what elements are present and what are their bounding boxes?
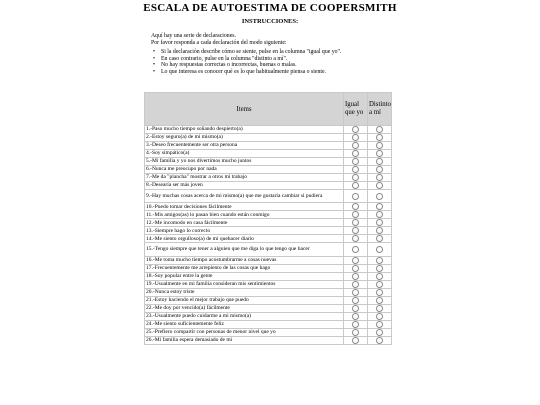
distinto-radio[interactable] [376,219,383,226]
distinto-cell [368,296,392,304]
distinto-radio[interactable] [376,211,383,218]
table-row [145,296,392,304]
table-header-row [145,93,392,126]
igual-radio[interactable] [352,166,359,173]
intro-line-1: Aquí hay una serie de declaraciones. [151,33,236,39]
distinto-radio[interactable] [376,289,383,296]
igual-cell [344,190,368,203]
distinto-cell [368,211,392,219]
distinto-cell [368,126,392,134]
distinto-radio[interactable] [376,265,383,272]
table-row [145,134,392,142]
distinto-cell [368,280,392,288]
igual-radio[interactable] [352,142,359,149]
item-statement: 4.-Soy simpático(a) [145,150,344,158]
item-statement: 1.-Paso mucho tiempo soñando despierto(a) [145,126,344,134]
item-statement: 21.-Estoy haciendo el mejor trabajo que puedo [145,296,344,304]
distinto-radio[interactable] [376,193,383,200]
igual-cell [344,328,368,336]
distinto-cell [368,320,392,328]
instruction-bullet: • No hay respuestas correctas o incorrectas, buenas o malas. [161,62,451,69]
distinto-radio[interactable] [376,337,383,344]
table-row [145,235,392,243]
instructions-block [151,33,451,76]
distinto-cell [368,304,392,312]
table-row [145,158,392,166]
instructions-heading: INSTRUCCIONES: [241,18,299,25]
distinto-cell [368,264,392,272]
distinto-radio[interactable] [376,313,383,320]
igual-radio[interactable] [352,126,359,133]
item-statement: 23.-Usualmente puedo cuidarme a mi mismo(a) [145,312,344,320]
igual-radio[interactable] [352,219,359,226]
item-statement: 8.-Desearía ser más joven [145,182,344,190]
distinto-radio[interactable] [376,126,383,133]
item-statement: 15.-Tengo siempre que tener a alguien que me diga lo que tengo que hacer [145,243,344,256]
igual-radio[interactable] [352,235,359,242]
table-row [145,243,392,256]
igual-radio[interactable] [352,329,359,336]
igual-radio[interactable] [352,182,359,189]
distinto-cell [368,272,392,280]
igual-radio[interactable] [352,305,359,312]
distinto-cell [368,328,392,336]
distinto-cell [368,166,392,174]
igual-radio[interactable] [352,134,359,141]
distinto-cell [368,219,392,227]
item-statement: 12.-Me incomodo en casa fácilmente [145,219,344,227]
item-statement: 5.-Mi familia y yo nos divertimos mucho juntos [145,158,344,166]
intro-line-2: Por favor responda a cada declaración del modo siguiente: [151,39,287,46]
item-statement: 20.-Nunca estoy triste [145,288,344,296]
table-row [145,256,392,264]
table-body [145,126,392,345]
igual-cell [344,304,368,312]
igual-radio[interactable] [352,257,359,264]
igual-cell [344,264,368,272]
igual-radio[interactable] [352,150,359,157]
table-row [145,264,392,272]
table-row [145,211,392,219]
distinto-cell [368,235,392,243]
distinto-radio[interactable] [376,273,383,280]
distinto-cell [368,142,392,150]
distinto-cell [368,227,392,235]
distinto-cell [368,288,392,296]
igual-cell [344,272,368,280]
table-row [145,288,392,296]
distinto-radio[interactable] [376,329,383,336]
table-row [145,304,392,312]
igual-cell [344,182,368,190]
distinto-radio[interactable] [376,257,383,264]
item-statement: 11.-Mis amigos(as) lo pasan bien cuando están conmigo [145,211,344,219]
igual-cell [344,211,368,219]
igual-cell [344,174,368,182]
igual-radio[interactable] [352,313,359,320]
table-row [145,182,392,190]
distinto-radio[interactable] [376,158,383,165]
distinto-cell [368,150,392,158]
distinto-radio[interactable] [376,297,383,304]
distinto-cell [368,182,392,190]
distinto-radio[interactable] [376,142,383,149]
table-row [145,227,392,235]
igual-column-header: Igual que yo [344,93,368,126]
item-statement: 3.-Deseo frecuentemente ser otra persona [145,142,344,150]
item-statement: 24.-Me siento suficientemente feliz [145,320,344,328]
igual-cell [344,227,368,235]
table-row [145,126,392,134]
distinto-radio[interactable] [376,281,383,288]
distinto-cell [368,243,392,256]
igual-cell [344,296,368,304]
table-row [145,174,392,182]
item-statement: 14.-Me siento orgulloso(a) de mi quehacer diario [145,235,344,243]
item-statement: 19.-Usualmente en mi familia consideran mis sentimientos [145,280,344,288]
instruction-bullet: • Lo que interesa es conocer qué es lo que habitualmente piensa o siente. [161,69,451,76]
table-row [145,219,392,227]
distinto-radio[interactable] [376,166,383,173]
igual-cell [344,312,368,320]
distinto-column-header: Distinto a mí [368,93,392,126]
table-row [145,272,392,280]
item-statement: 6.-Nunca me preocupo por nada [145,166,344,174]
distinto-radio[interactable] [376,174,383,181]
igual-radio[interactable] [352,281,359,288]
igual-cell [344,256,368,264]
igual-cell [344,219,368,227]
igual-cell [344,320,368,328]
table-row [145,190,392,203]
igual-cell [344,288,368,296]
igual-radio[interactable] [352,158,359,165]
igual-radio[interactable] [352,337,359,344]
distinto-cell [368,312,392,320]
distinto-radio[interactable] [376,150,383,157]
igual-cell [344,142,368,150]
item-statement: 13.-Siempre hago lo correcto [145,227,344,235]
distinto-radio[interactable] [376,227,383,234]
igual-radio[interactable] [352,265,359,272]
table-row [145,336,392,344]
distinto-radio[interactable] [376,134,383,141]
distinto-radio[interactable] [376,321,383,328]
table-row [145,203,392,211]
igual-cell [344,150,368,158]
item-statement: 7.-Me da "plancha" mostrar a otros mi trabajo [145,174,344,182]
survey-table [144,92,392,345]
igual-radio[interactable] [352,297,359,304]
item-statement: 25.-Prefiero compartir con personas de menor nivel que yo [145,328,344,336]
igual-cell [344,235,368,243]
item-statement: 10.-Puedo tomar decisiones fácilmente [145,203,344,211]
table-row [145,166,392,174]
igual-cell [344,134,368,142]
items-column-header: Items [145,93,344,126]
igual-cell [344,203,368,211]
igual-cell [344,126,368,134]
instruction-bullet: • En caso contrario, pulse en la columna "distinto a mí". [161,56,451,63]
igual-radio[interactable] [352,273,359,280]
item-statement: 16.-Me toma mucho tiempo acostumbrarme a cosas nuevas [145,256,344,264]
distinto-cell [368,174,392,182]
table-row [145,142,392,150]
igual-radio[interactable] [352,203,359,210]
table-row [145,150,392,158]
igual-cell [344,280,368,288]
igual-radio[interactable] [352,289,359,296]
item-statement: 17.-Frecuentemente me arrepiento de las cosas que hago [145,264,344,272]
item-statement: 9.-Hay muchas cosas acerca de mi mismo(a) que me gustaría cambiar si pudiera [145,190,344,203]
distinto-cell [368,158,392,166]
igual-radio[interactable] [352,246,359,253]
instructions-list [151,49,451,75]
distinto-radio[interactable] [376,305,383,312]
distinto-radio[interactable] [376,246,383,253]
item-statement: 2.-Estoy seguro(a) de mi mismo(a) [145,134,344,142]
igual-radio[interactable] [352,227,359,234]
page-title: ESCALA DE AUTOESTIMA DE COOPERSMITH [143,2,397,14]
table-row [145,320,392,328]
igual-cell [344,336,368,344]
igual-radio[interactable] [352,193,359,200]
table-row [145,312,392,320]
igual-cell [344,158,368,166]
item-statement: 26.-Mi familia espera demasiado de mi [145,336,344,344]
igual-cell [344,243,368,256]
distinto-cell [368,134,392,142]
igual-radio[interactable] [352,174,359,181]
distinto-cell [368,336,392,344]
instruction-bullet: • Si la declaración describe cómo se siente, pulse en la columna "igual que yo". [161,49,451,56]
distinto-radio[interactable] [376,235,383,242]
igual-radio[interactable] [352,211,359,218]
table-row [145,280,392,288]
distinto-cell [368,203,392,211]
item-statement: 22.-Me doy por vencido(a) fácilmente [145,304,344,312]
distinto-cell [368,190,392,203]
distinto-radio[interactable] [376,182,383,189]
igual-cell [344,166,368,174]
distinto-cell [368,256,392,264]
distinto-radio[interactable] [376,203,383,210]
igual-radio[interactable] [352,321,359,328]
table-row [145,328,392,336]
item-statement: 18.-Soy popular entre la gente [145,272,344,280]
